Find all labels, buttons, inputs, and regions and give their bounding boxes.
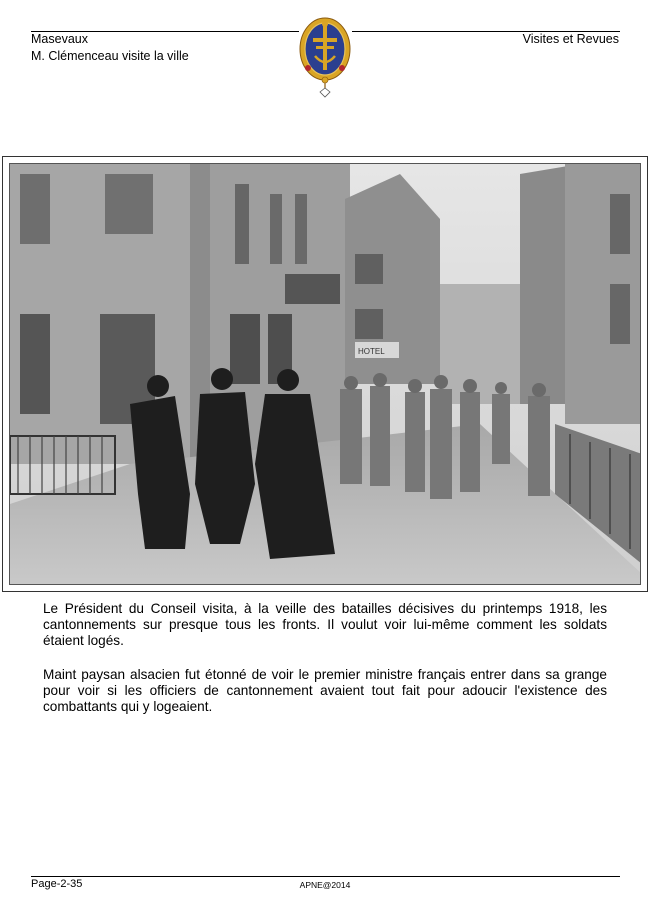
header-left [31, 31, 189, 65]
header-subtitle: M. Clémenceau visite la ville [31, 49, 189, 63]
paragraph-1 [43, 601, 607, 649]
paragraph-1-text: Le Président du Conseil visita, à la veille des batailles décisives du printemps 1918, les cantonnements sur presque tous les fronts. Il voulut voir lui-même comment les soldats étaient logés. [43, 601, 607, 648]
street-scene-illustration [10, 164, 641, 585]
republic-coat-of-arms-icon [298, 16, 352, 100]
historical-photo [9, 163, 641, 585]
footer-page-number: Page-2-35 [31, 878, 83, 890]
paragraph-2-text: Maint paysan alsacien fut étonné de voir le premier ministre français entrer dans sa grange pour voir si les officiers de cantonnement avaient tout fait pour adoucir l'existence des combattants qui y logeaient. [43, 667, 607, 714]
header-place: Masevaux [31, 32, 88, 46]
footer-credit: APNE@2014 [299, 880, 351, 890]
photo-frame [2, 156, 648, 592]
footer-rule [31, 876, 620, 877]
hotel-sign: HOTEL [358, 347, 385, 356]
header-section: Visites et Revues [522, 32, 619, 46]
paragraph-2 [43, 667, 607, 715]
